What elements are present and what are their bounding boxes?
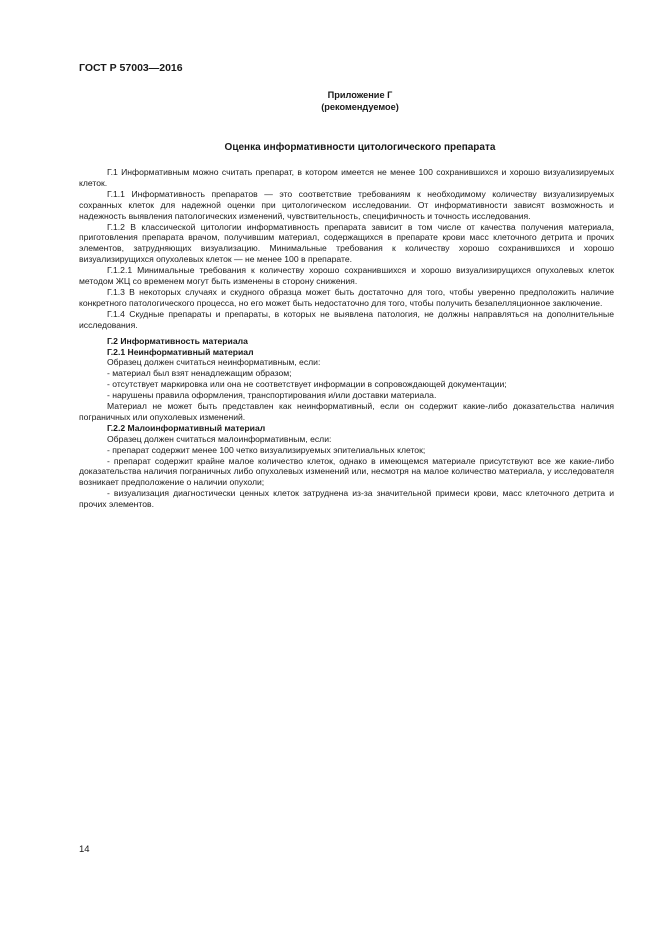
g2-1-intro: Образец должен считаться неинформативным, если:: [107, 357, 321, 368]
heading-g2-2: Г.2.2 Малоинформативный материал: [107, 422, 266, 433]
section-title: Оценка информативности цитологического препарата: [224, 142, 496, 153]
annex-status: (рекомендуемое): [321, 102, 399, 112]
list-item: - препарат содержит менее 100 четко визуализируемых эпителиальных клеток;: [107, 444, 426, 455]
list-item: - нарушены правила оформления, транспортирования и/или доставки материала.: [107, 390, 437, 401]
paragraph-g1-3: Г.1.3 В некоторых случаях и скудного образца может быть достаточно для того, чтобы уверенно предположить наличие конкретного патологического процесса, но его может быть недостаточно для того, чтобы получить безапелляционное заключение.: [79, 286, 614, 308]
heading-g2-1: Г.2.1 Неинформативный материал: [107, 346, 254, 357]
list-item: - материал был взят ненадлежащим образом;: [107, 368, 292, 379]
paragraph-g1-2-1: Г.1.2.1 Минимальные требования к количеству хорошо сохранившихся и хорошо визуализирущихся опухолевых клеток методом ЖЦ со временем могут быть изменены в сторону снижения.: [79, 265, 614, 287]
paragraph-g1-1: Г.1.1 Информативность препаратов — это соответствие требованиям к необходимому количеству визуализируемых сохранных клеток для надежной оценки при цитологическом исследовании. От информативности зависят возможность и надежность выявления патологических изменений, чувствительность, специфичность и точность исследования.: [79, 188, 614, 221]
paragraph-g1-2: Г.1.2 В классической цитологии информативность препарата зависит в том числе от качества получения материала, приготовления препарата врачом, получившим материал, содержащихся в препарате крови масс клеточного детрита и прочих элементов, затрудняющих визуализацию. Минимальные требования к количеству хорошо сохранившихся и хорошо визуализирущихся опухолевых клеток — не менее 100 в препарате.: [79, 221, 614, 265]
list-item: - визуализация диагностически ценных клеток затруднена из-за значительной примеси крови, масс клеточного детрита и прочих элементов.: [79, 488, 614, 510]
document-body: [79, 167, 614, 510]
list-item: - препарат содержит крайне малое количество клеток, однако в имеющемся материале присутствуют все же какие-либо доказательства наличия пограничных либо опухолевых изменений или, несмотря на малое количество материала, у исследователя возникает предположение о наличии опухоли;: [79, 455, 614, 488]
g2-1-note: Материал не может быть представлен как неинформативный, если он содержит какие-либо доказательства наличия пограничных или опухолевых изменений.: [79, 401, 614, 422]
paragraph-g1: Г.1 Информативным можно считать препарат, в котором имеется не менее 100 сохранившихся и хорошо визуализируемых клеток.: [79, 167, 614, 188]
heading-g2: Г.2 Информативность материала: [107, 335, 248, 346]
page-number: 14: [79, 844, 90, 855]
paragraph-g1-4: Г.1.4 Скудные препараты и препараты, в которых не выявлена патология, не должны направляться на дополнительные исследования.: [79, 308, 614, 330]
annex-title: Приложение Г: [327, 90, 393, 100]
g2-2-intro: Образец должен считаться малоинформативным, если:: [107, 433, 332, 444]
list-item: - отсутствует маркировка или она не соответствует информации в сопровождающей документации;: [107, 379, 507, 390]
document-code: ГОСТ Р 57003—2016: [79, 62, 183, 74]
